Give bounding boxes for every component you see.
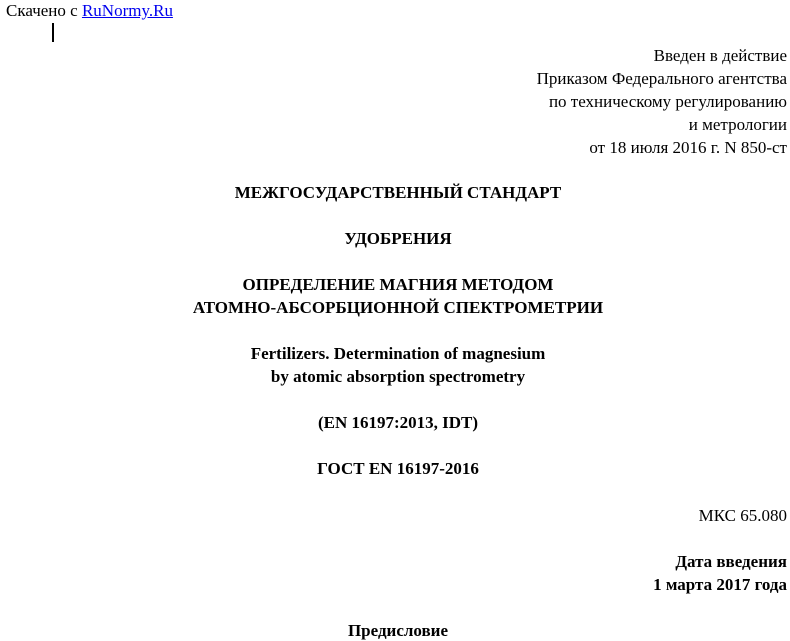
preface-heading: Предисловие xyxy=(347,621,449,640)
standard-designation: ГОСТ EN 16197-2016 xyxy=(317,459,479,478)
intro-line-4: и метрологии xyxy=(688,115,787,134)
effective-date-label: Дата введения xyxy=(675,552,787,571)
classification-code: МКС 65.080 xyxy=(698,506,787,525)
text-cursor xyxy=(52,23,54,42)
equivalence-note: (EN 16197:2013, IDT) xyxy=(317,413,479,432)
title-en-line-2: by atomic absorption spectrometry xyxy=(270,367,526,386)
standard-subject: УДОБРЕНИЯ xyxy=(344,229,452,248)
title-ru-line-2: АТОМНО-АБСОРБЦИОННОЙ СПЕКТРОМЕТРИИ xyxy=(192,298,604,317)
standard-type: МЕЖГОСУДАРСТВЕННЫЙ СТАНДАРТ xyxy=(234,183,562,202)
intro-line-2: Приказом Федерального агентства xyxy=(536,69,787,88)
intro-line-1: Введен в действие xyxy=(653,46,787,65)
title-ru-line-1: ОПРЕДЕЛЕНИЕ МАГНИЯ МЕТОДОМ xyxy=(242,275,554,294)
title-en-line-1: Fertilizers. Determination of magnesium xyxy=(250,344,546,363)
download-source xyxy=(6,1,173,21)
runormy-link[interactable]: RuNormy.Ru xyxy=(81,1,173,20)
intro-line-5: от 18 июля 2016 г. N 850-ст xyxy=(589,138,787,157)
intro-line-3: по техническому регулированию xyxy=(548,92,787,111)
effective-date: 1 марта 2017 года xyxy=(653,575,787,594)
download-prefix: Скачено с xyxy=(6,1,78,20)
